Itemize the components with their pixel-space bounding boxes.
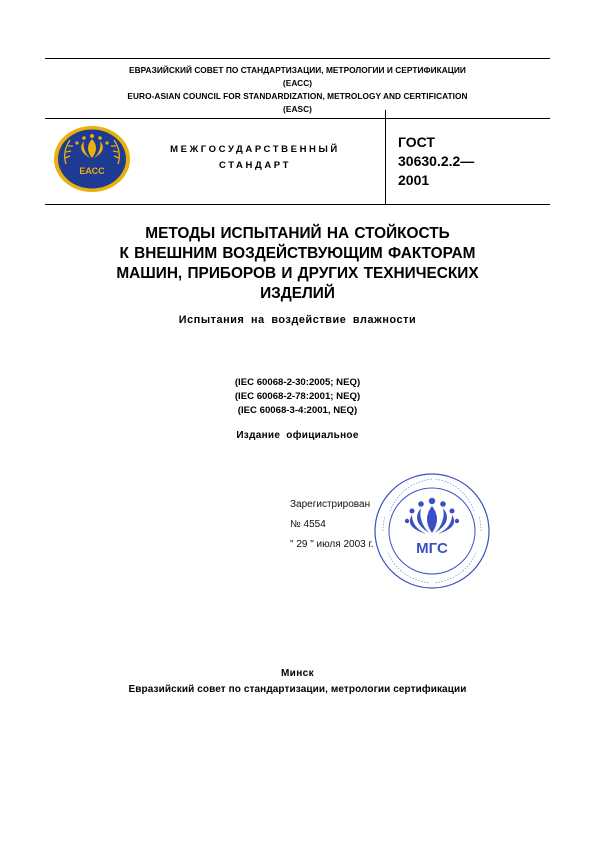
document-subtitle: Испытания на воздействие влажности	[178, 314, 417, 326]
interstate-standard-label	[140, 142, 370, 174]
easc-logo	[52, 124, 132, 194]
document-title	[40, 224, 555, 304]
title-line3: МАШИН, ПРИБОРОВ И ДРУГИХ ТЕХНИЧЕСКИХ	[116, 265, 479, 282]
iec-references	[40, 376, 555, 418]
gost-designation	[398, 133, 538, 190]
gost-number: 30630.2.2—	[398, 153, 475, 169]
mgs-stamp	[372, 471, 492, 591]
publication-city: Минск	[280, 668, 315, 679]
logo-inner-field	[58, 130, 126, 189]
gost-label: ГОСТ	[398, 134, 435, 150]
title-line2: К ВНЕШНИМ ВОЗДЕЙСТВУЮЩИМ ФАКТОРАМ	[119, 245, 476, 262]
edition-label: Издание официальное	[236, 430, 359, 441]
title-line1: МЕТОДЫ ИСПЫТАНИЙ НА СТОЙКОСТЬ	[145, 225, 450, 242]
council-name-ru-line1: ЕВРАЗИЙСКИЙ СОВЕТ ПО СТАНДАРТИЗАЦИИ, МЕТРОЛОГИИ И СЕРТИФИКАЦИИ	[129, 65, 466, 75]
council-abbr-en: (EASC)	[283, 104, 312, 114]
stamp-text: МГС	[416, 540, 448, 557]
block-bottom-rule	[45, 204, 550, 205]
header-rule	[45, 118, 550, 119]
registration-date: " 29 " июля 2003 г.	[290, 539, 374, 550]
top-rule	[45, 58, 550, 59]
registered-label: Зарегистрирован	[290, 499, 371, 510]
stamp-emblem-icon	[405, 498, 459, 534]
council-name-en-line1: EURO-ASIAN COUNCIL FOR STANDARDIZATION, METROLOGY AND CERTIFICATION	[127, 91, 468, 101]
gost-divider	[385, 110, 386, 204]
council-name-ru	[45, 64, 550, 90]
council-abbr-ru: (ЕАСС)	[282, 78, 313, 88]
iec-ref-1: (IEC 60068-2-30:2005; NEQ)	[234, 377, 361, 388]
interstate-line1: МЕЖГОСУДАРСТВЕННЫЙ	[170, 144, 340, 155]
publisher-name: Евразийский совет по стандартизации, метрологии сертификации	[128, 684, 467, 695]
title-line4: ИЗДЕЛИЙ	[260, 285, 335, 302]
registration-number: № 4554	[290, 519, 326, 530]
council-name-en	[45, 90, 550, 116]
gost-year: 2001	[398, 172, 430, 188]
iec-ref-3: (IEC 60068-3-4:2001, NEQ)	[237, 405, 358, 416]
logo-text: ЕАСС	[79, 166, 105, 176]
interstate-line2: СТАНДАРТ	[219, 160, 291, 171]
iec-ref-2: (IEC 60068-2-78:2001; NEQ)	[234, 391, 361, 402]
